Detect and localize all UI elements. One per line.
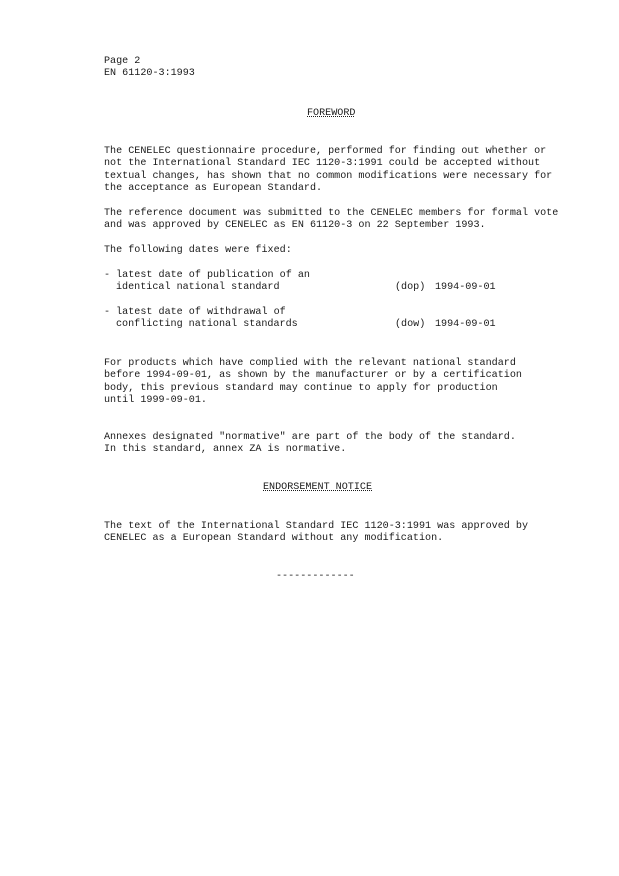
date-item-dop [104,270,604,295]
page-header [104,56,604,81]
date-abbr: (dop) [395,282,426,294]
endorsement-heading: ENDORSEMENT NOTICE [263,482,373,493]
text-line: and was approved by CENELEC as EN 61120-3 on 22 September 1993. [104,220,486,232]
text-line: body, this previous standard may continue to apply for production [104,382,498,394]
text-line: For products which have complied with the relevant national standard [104,358,516,369]
foreword-paragraph-4 [104,432,604,457]
text-line: not the International Standard IEC 1120-3:1991 could be accepted without [104,158,541,170]
text-line: - latest date of withdrawal of [104,307,286,318]
dates-intro-block [104,245,604,257]
date-label: conflicting national standards [116,319,298,331]
foreword-paragraph-2 [104,208,604,233]
date-value: 1994-09-01 [435,282,496,294]
text-line: until 1999-09-01. [104,395,207,407]
date-row [104,282,604,294]
end-rule: ------------- [276,571,355,582]
text-line: In this standard, annex ZA is normative. [104,444,347,456]
text-line: - latest date of publication of an [104,270,310,281]
text-line: textual changes, has shown that no common modifications were necessary for [104,170,553,182]
document-id: EN 61120-3:1993 [104,68,195,80]
date-value: 1994-09-01 [435,319,496,331]
endorsement-paragraph [104,521,604,546]
foreword-paragraph-3 [104,358,604,408]
page-number: Page 2 [104,56,141,67]
date-abbr: (dow) [395,319,426,331]
text-line: before 1994-09-01, as shown by the manufacturer or by a certification [104,370,522,382]
foreword-paragraph-1 [104,146,604,196]
text-line: The reference document was submitted to the CENELEC members for formal vote [104,208,559,219]
text-line: CENELEC as a European Standard without any modification. [104,533,444,545]
text-line: the acceptance as European Standard. [104,183,323,195]
text-line: The CENELEC questionnaire procedure, performed for finding out whether or [104,146,547,157]
foreword-heading: FOREWORD [307,108,356,119]
date-item-dow [104,307,604,332]
text-line: The text of the International Standard IEC 1120-3:1991 was approved by [104,521,529,532]
dates-intro: The following dates were fixed: [104,245,292,256]
date-row [104,319,604,331]
date-label: identical national standard [116,282,280,294]
text-line: Annexes designated "normative" are part of the body of the standard. [104,432,516,443]
